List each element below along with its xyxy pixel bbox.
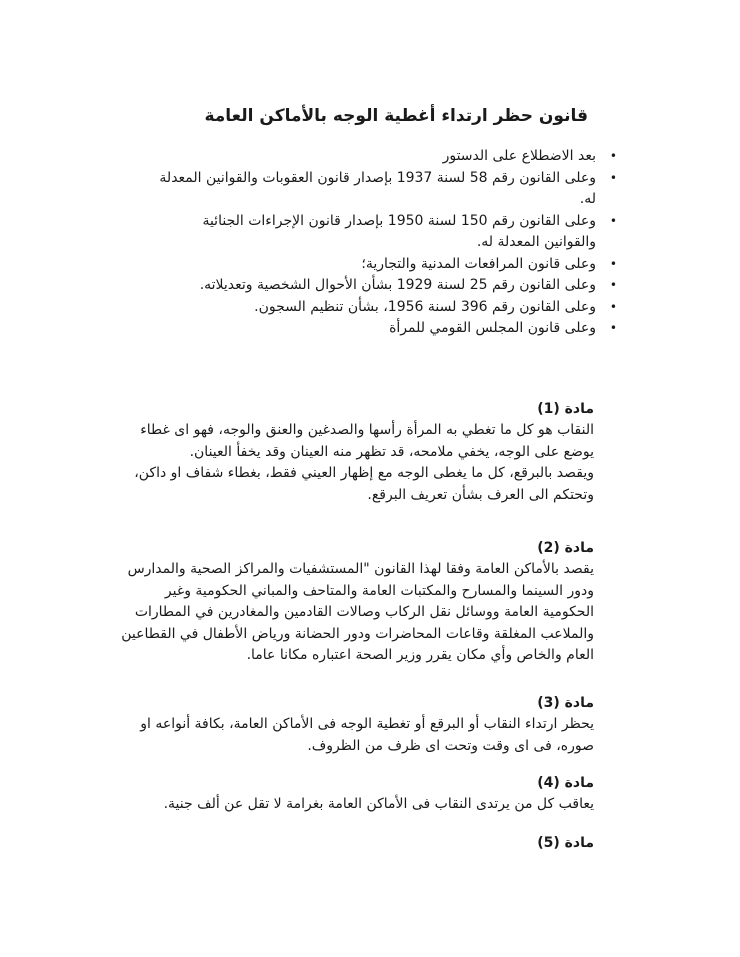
article-paragraph: النقاب هو كل ما تغطي به المرأة رأسها والصدغين والعنق والوجه، فهو اى غطاء يوضع على الوجه، يخفي ملامحه، قد تظهر منه العينان وقد يخفأ العينان.: [140, 422, 594, 460]
document-title: قانون حظر ارتداء أغطية الوجه بالأماكن العامة: [204, 106, 588, 126]
preamble-item-text: وعلى قانون المرافعات المدنية والتجارية؛: [361, 255, 596, 272]
bullet-icon: •: [609, 278, 617, 292]
preamble-item-text: بعد الاضطلاع على الدستور: [442, 148, 596, 164]
article-heading: مادة (4): [537, 775, 594, 791]
article-heading: مادة (1): [537, 401, 594, 417]
preamble-item: [150, 297, 620, 319]
article-1: [114, 399, 594, 506]
preamble-item: [150, 146, 620, 168]
article-2: [114, 538, 594, 667]
preamble-item-text: وعلى القانون رقم 58 لسنة 1937 بإصدار قانون العقوبات والقوانين المعدلة له.: [159, 169, 596, 207]
article-3: [114, 693, 594, 757]
preamble-item: [150, 275, 620, 297]
preamble-item: [150, 318, 620, 340]
preamble-item-text: وعلى القانون رقم 25 لسنة 1929 بشأن الأحوال الشخصية وتعديلاته.: [199, 277, 596, 293]
preamble-item: [150, 168, 620, 211]
preamble-item-text: وعلى القانون رقم 396 لسنة 1956، بشأن تنظيم السجون.: [254, 298, 596, 315]
article-heading: مادة (2): [537, 540, 594, 556]
bullet-icon: •: [609, 149, 617, 163]
bullet-icon: •: [609, 170, 617, 185]
article-heading: مادة (5): [537, 835, 594, 851]
article-5: [114, 833, 594, 854]
bullet-icon: •: [609, 213, 617, 228]
article-paragraph: يقصد بالأماكن العامة وفقا لهذا القانون "المستشفيات والمراكز الصحية والمدارس ودور السينما والمسارح والمكتبات العامة والمتاحف والمباني الحكومية وغير الحكومية العامة ووسائل نقل الركاب وصالات القادمين والمغادرين في المطارات والملاعب المغلقة وقاعات المحاضرات ودور الحضانة ورياض الأطفال في القطاعين العام والخاص وأي مكان يقرر وزير الصحة اعتباره مكانا عاما.: [121, 561, 594, 663]
preamble-item: [150, 211, 620, 254]
article-paragraph: يحظر ارتداء النقاب أو البرقع أو تغطية الوجه فى الأماكن العامة، بكافة أنواعه او صوره، فى اى وقت وتحت اى ظرف من الظروف.: [140, 716, 594, 754]
bullet-icon: •: [609, 299, 617, 314]
article-4: [114, 773, 594, 816]
bullet-icon: •: [609, 321, 617, 335]
article-paragraph: يعاقب كل من يرتدى النقاب فى الأماكن العامة بغرامة لا تقل عن ألف جنية.: [163, 796, 594, 812]
preamble-item-text: وعلى قانون المجلس القومي للمرأة: [389, 320, 596, 336]
bullet-icon: •: [609, 256, 617, 271]
preamble-item: [150, 254, 620, 276]
preamble-list: [150, 146, 620, 340]
article-paragraph: ويقصد بالبرقع، كل ما يغطى الوجه مع إظهار العيني فقط، بغطاء شفاف او داكن، وتحتكم الى العرف بشأن تعريف البرقع.: [134, 465, 594, 503]
preamble-item-text: وعلى القانون رقم 150 لسنة 1950 بإصدار قانون الإجراءات الجنائية والقوانين المعدلة له.: [202, 212, 596, 250]
article-heading: مادة (3): [537, 695, 594, 711]
